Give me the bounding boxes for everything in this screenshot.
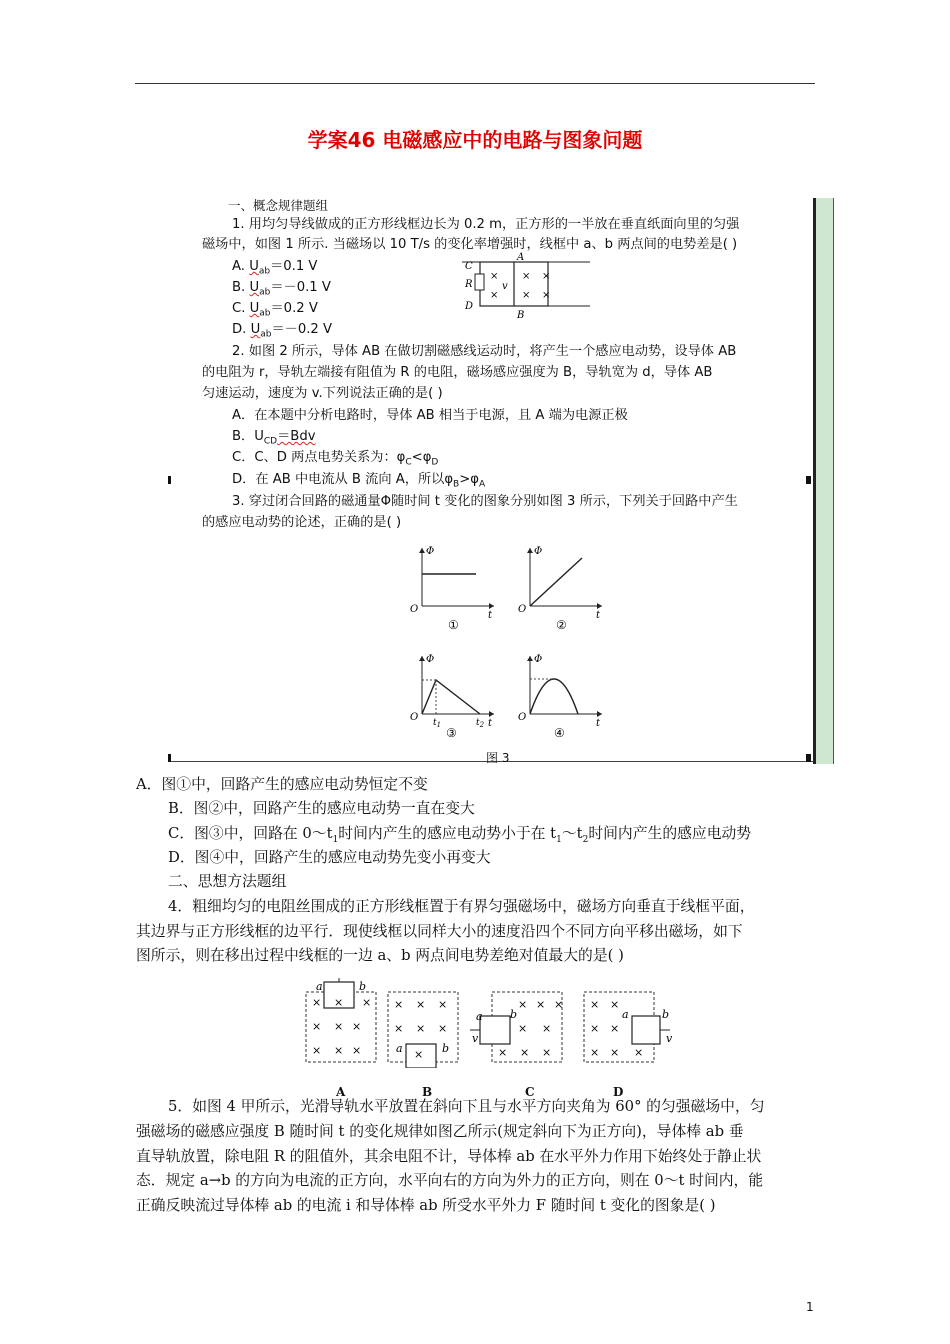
cross-mark: × (554, 998, 564, 1011)
cross-mark: × (590, 1046, 600, 1059)
q2-line3: 匀速运动，速度为 v.下列说法正确的是( ) (202, 386, 443, 401)
arc-flux-line (530, 679, 578, 714)
cross-mark: × (498, 1046, 508, 1059)
t2-label: $t_2$ (476, 718, 485, 729)
origin-label: O (410, 712, 419, 723)
cross-mark: × (542, 1022, 552, 1035)
label-v: v (472, 1032, 479, 1045)
cross-mark: × (542, 1046, 552, 1059)
q4-line2: 其边界与正方形线框的边平行．现使线框以同样大小的速度沿四个不同方向平移出磁场，如下 (136, 923, 743, 940)
q2-line2: 的电阻为 r，导轨左端接有阻值为 R 的电阻，磁场感应强度为 B，导轨宽为 d，导体 AB (202, 365, 713, 380)
q4-label-c: C (525, 1085, 535, 1099)
q3-option-c: C．图③中，回路在 $0\sim t_1$时间内产生的感应电动势小于在 $t_1\sim t_2$时间内产生的感应电动势 (168, 825, 752, 845)
axis-arrow-icon (527, 656, 533, 661)
q3-option-b: B．图②中，回路产生的感应电动势一直在变大 (168, 800, 475, 817)
graph-4 (516, 648, 606, 740)
cross-mark: × (394, 998, 404, 1011)
q1-option-c: C. $U_{ab}=0.2$ V (232, 301, 318, 319)
origin-label: O (518, 604, 527, 615)
cross-mark: × (416, 998, 426, 1011)
axis-arrow-icon (527, 548, 533, 553)
axis-arrow-icon (489, 711, 494, 717)
q5-line5: 正确反映流过导体棒 ab 的电流 i 和导体棒 ab 所受水平外力 F 随时间 t 变化的图象是( ) (136, 1197, 716, 1214)
q2-option-c: C．C、D 两点电势关系为：$\varphi_C<\varphi_D$ (232, 450, 439, 468)
q1-line1: 1. 用均匀导线做成的正方形线框边长为 0.2 m，正方形的一半放在垂直纸面向里的匀强 (232, 217, 740, 232)
phi-label: Φ (426, 654, 435, 665)
cross-mark: × (352, 1044, 362, 1057)
label-v: v (502, 281, 508, 292)
graph-label: ③ (446, 726, 457, 740)
cross-mark: × (610, 1046, 620, 1059)
origin-label: O (518, 712, 527, 723)
q5-line2: 强磁场的磁感应强度 B 随时间 t 的变化规律如图乙所示(规定斜向下为正方向)，导体棒 ab 垂 (136, 1123, 744, 1140)
linear-flux-line (530, 558, 582, 606)
cross-mark: × (522, 271, 531, 282)
scan-mark (168, 476, 171, 484)
q1-option-a: A. $U_{ab}=0.1$ V (232, 259, 318, 277)
q2-option-d: D．在 AB 中电流从 B 流向 A，所以$\varphi_B>\varphi_A$ (232, 472, 486, 490)
q4-line3: 图所示，则在移出过程中线框的一边 a、b 两点间电势差绝对值最大的是( ) (136, 947, 624, 964)
cross-mark: × (518, 998, 528, 1011)
resistor-icon (475, 274, 484, 290)
graph-3 (408, 648, 498, 740)
cross-mark: × (438, 998, 448, 1011)
axis-arrow-icon (419, 656, 425, 661)
axis-arrow-icon (489, 603, 494, 609)
label-r: R (465, 279, 473, 290)
cross-mark: × (520, 1046, 530, 1059)
cross-mark: × (518, 1022, 528, 1035)
q4-label-b: B (422, 1085, 433, 1099)
scan-mark (806, 754, 811, 762)
cross-mark: × (394, 1022, 404, 1035)
t-label: t (596, 610, 601, 621)
q2-line1: 2. 如图 2 所示，导体 AB 在做切割磁感线运动时，将产生一个感应电动势，设导体 AB (232, 344, 737, 359)
label-c: C (465, 261, 473, 272)
cross-mark: × (334, 996, 344, 1009)
cross-mark: × (362, 996, 372, 1009)
cross-mark: × (590, 1022, 600, 1035)
t-label: t (488, 610, 493, 621)
q4-figure (296, 978, 686, 1068)
graph-label: ① (448, 618, 459, 632)
cross-mark: × (610, 998, 620, 1011)
label-b: b (359, 980, 367, 993)
triangle-flux-line (422, 680, 480, 714)
q3-option-d: D．图④中，回路产生的感应电动势先变小再变大 (168, 849, 491, 866)
option-d-diagram (584, 992, 673, 1062)
origin-label: O (410, 604, 419, 615)
graph-2 (516, 540, 606, 632)
cross-mark: × (312, 1044, 322, 1057)
label-a: a (396, 1042, 403, 1055)
cross-mark: × (312, 996, 322, 1009)
graph-label: ④ (554, 726, 565, 740)
label-b: b (662, 1008, 670, 1021)
cross-mark: × (414, 1048, 424, 1061)
square-loop (632, 1016, 660, 1044)
page-number: 1 (806, 1300, 814, 1314)
q1-option-d: D. $U_{ab}=-0.2$ V (232, 322, 333, 340)
scan-side-band (813, 198, 834, 764)
label-v: v (666, 1032, 673, 1045)
scanned-insert (168, 198, 813, 764)
cross-mark: × (610, 1022, 620, 1035)
q2-option-b: B．$U_{CD}=Bdv$ (232, 429, 316, 447)
phi-label: Φ (426, 546, 435, 557)
t-label: t (596, 718, 601, 729)
q5-line4: 态．规定 a→b 的方向为电流的正方向，水平向右的方向为外力的正方向，则在 0～t 时间内，能 (136, 1172, 764, 1189)
cross-mark: × (536, 998, 546, 1011)
cross-mark: × (542, 271, 551, 282)
q2-option-a: A．在本题中分析电路时，导体 AB 相当于电源，且 A 端为电源正极 (232, 408, 628, 423)
q5-line3: 直导轨放置，除电阻 R 的阻值外，其余电阻不计，导体棒 ab 在水平外力作用下始终处于静止状 (136, 1148, 762, 1165)
page-title: 学案46 电磁感应中的电路与图象问题 (307, 128, 643, 152)
q3-line1: 3. 穿过闭合回路的磁通量Φ随时间 t 变化的图象分别如图 3 所示，下列关于回路中产生 (232, 494, 738, 509)
q4-label-d: D (613, 1085, 624, 1099)
option-c-diagram (470, 992, 563, 1062)
q1-option-b: B. $U_{ab}=-0.1$ V (232, 280, 331, 298)
graph-label: ② (556, 618, 567, 632)
section-heading: 二、思想方法题组 (168, 873, 287, 890)
t1-label: $t_1$ (433, 718, 442, 729)
label-b: B (517, 310, 525, 318)
square-loop (480, 1016, 510, 1044)
q3-option-a: A．图①中，回路产生的感应电动势恒定不变 (136, 776, 428, 793)
scan-mark (168, 754, 171, 762)
label-d: D (465, 301, 474, 312)
q4-label-a: A (336, 1085, 346, 1099)
section-heading: 一、概念规律题组 (228, 198, 329, 213)
axis-arrow-icon (597, 711, 602, 717)
option-a-diagram (306, 978, 376, 1062)
q1-line2: 磁场中，如图 1 所示. 当磁场以 10 T/s 的变化率增强时，线框中 a、b 两点间的电势差是( ) (202, 237, 738, 252)
label-a: A (517, 252, 525, 263)
q1-circuit-figure (462, 252, 592, 318)
figure-caption: 图 3 (486, 751, 510, 765)
graph-1 (408, 540, 498, 632)
axis-arrow-icon (419, 548, 425, 553)
cross-mark: × (634, 1046, 644, 1059)
cross-mark: × (590, 998, 600, 1011)
cross-mark: × (334, 1020, 344, 1033)
phi-label: Φ (534, 546, 543, 557)
axis-arrow-icon (597, 603, 602, 609)
q5-line1: 5．如图 4 甲所示，光滑导轨水平放置在斜向下且与水平方向夹角为 60° 的匀强磁场中，匀 (168, 1098, 765, 1115)
header-rule (135, 83, 815, 84)
cross-mark: × (312, 1020, 322, 1033)
label-a: a (622, 1008, 629, 1021)
label-b: b (442, 1042, 450, 1055)
scan-mark (806, 476, 811, 484)
label-a: a (476, 1010, 483, 1023)
phi-label: Φ (534, 654, 543, 665)
option-b-diagram (388, 992, 458, 1068)
q4-line1: 4．粗细均匀的电阻丝围成的正方形线框置于有界匀强磁场中，磁场方向垂直于线框平面， (168, 898, 755, 915)
cross-mark: × (438, 1022, 448, 1035)
t-label: t (488, 718, 493, 729)
cross-mark: × (542, 290, 551, 301)
cross-mark: × (416, 1022, 426, 1035)
cross-mark: × (334, 1044, 344, 1057)
label-b: b (510, 1008, 518, 1021)
cross-mark: × (352, 1020, 362, 1033)
cross-mark: × (522, 290, 531, 301)
q3-line2: 的感应电动势的论述，正确的是( ) (202, 515, 402, 530)
cross-mark: × (490, 290, 499, 301)
label-a: a (316, 980, 323, 993)
cross-mark: × (490, 271, 499, 282)
